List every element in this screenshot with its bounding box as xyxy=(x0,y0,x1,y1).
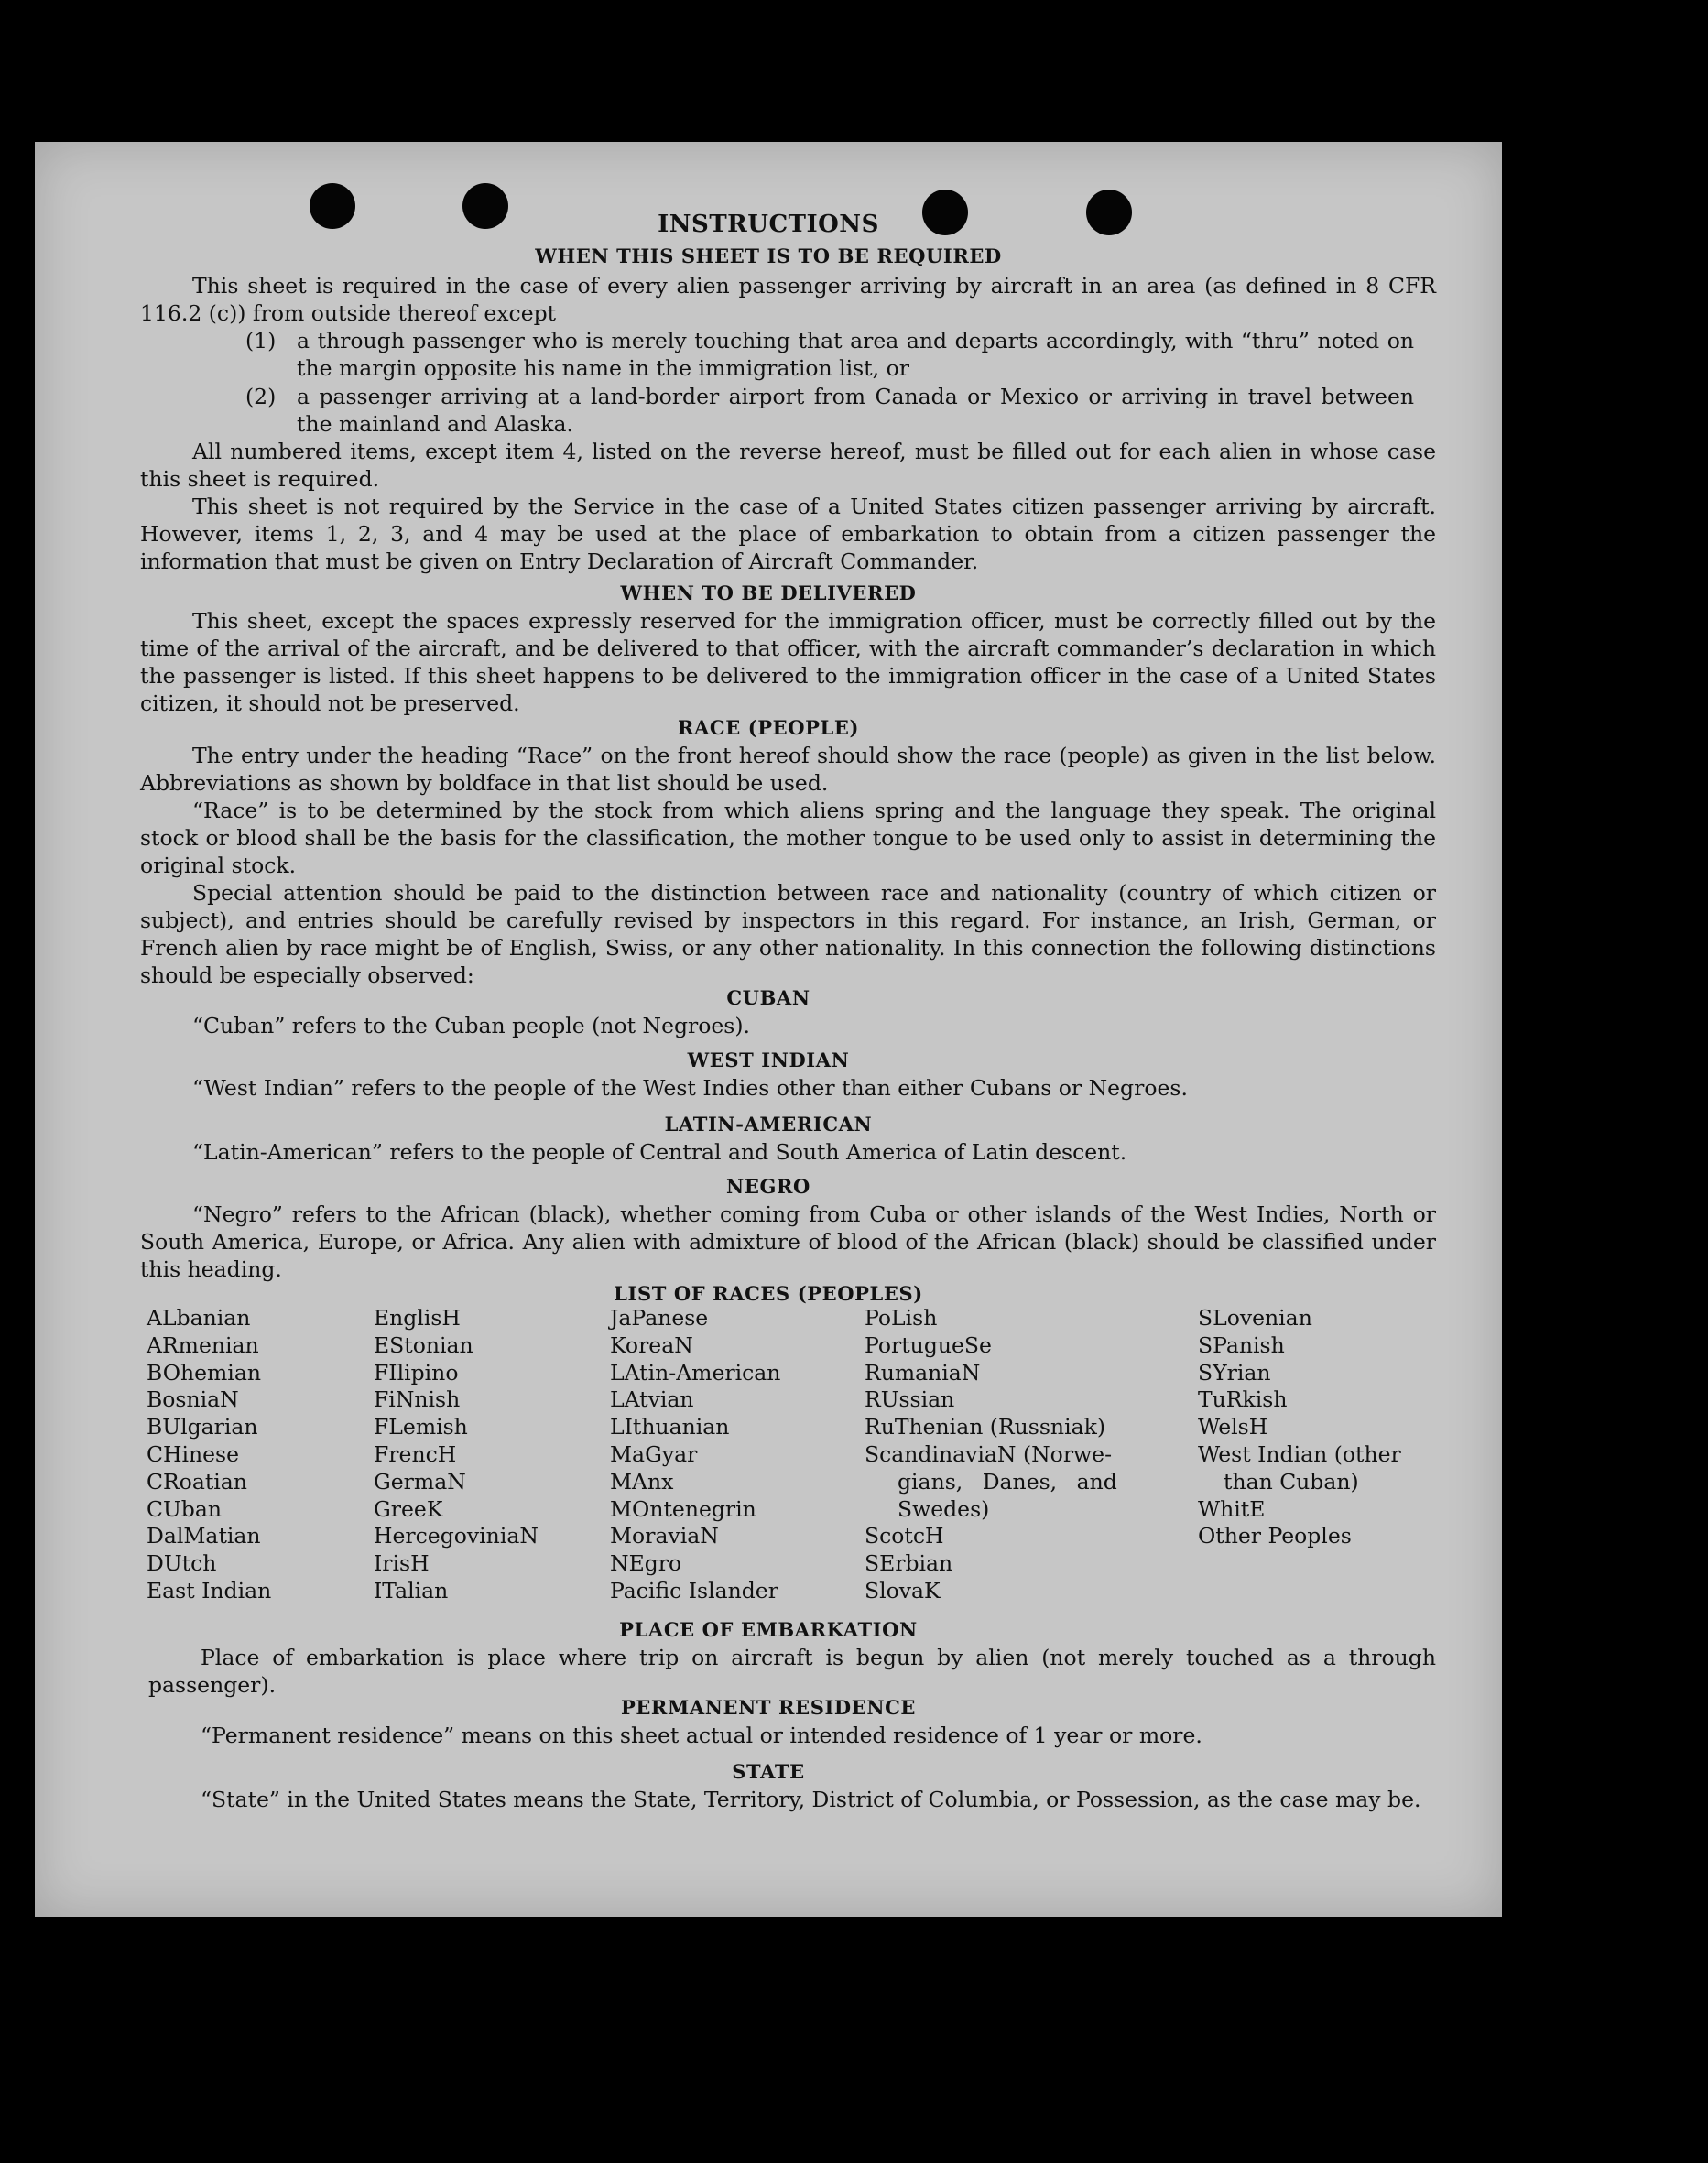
race-entry: RumaniaN xyxy=(865,1359,981,1386)
race-entry: MoraviaN xyxy=(610,1523,719,1549)
document-sheet xyxy=(35,142,1502,1917)
heading-list-of-races: LIST OF RACES (PEOPLES) xyxy=(614,1282,923,1305)
race-entry: BosniaN xyxy=(147,1386,239,1413)
race-entry: DUtch xyxy=(147,1550,217,1577)
heading-embarkation: PLACE OF EMBARKATION xyxy=(619,1618,918,1641)
item-number: (2) xyxy=(245,384,277,409)
para-race-2: “Race” is to be determined by the stock from which aliens spring and the language they speak. The original stock or blood shall be the basis for the classification, the mother tongue to be used only to assist in determining the original stock. xyxy=(140,798,1436,878)
race-entry: GreeK xyxy=(374,1495,443,1522)
race-entry: IrisH xyxy=(374,1550,430,1577)
race-entry: JaPanese xyxy=(610,1305,709,1331)
race-entry: FrencH xyxy=(374,1440,457,1467)
heading-when-required: WHEN THIS SHEET IS TO BE REQUIRED xyxy=(535,245,1002,267)
race-entry: BOhemian xyxy=(147,1359,261,1386)
race-entry: Other Peoples xyxy=(1198,1523,1352,1549)
para-race-3: Special attention should be paid to the distinction between race and nationality (country of which citizen or subject), and entries should be carefully revised by inspectors in this regard. For instance, an Irish, German, or French alien by race might be of English, Swiss, or any other nationality. In this connection the following distinctions should be especially observed: xyxy=(140,880,1436,988)
para-negro: “Negro” refers to the African (black), whether coming from Cuba or other islands of the West Indies, North or South America, Europe, or Africa. Any alien with admixture of blood of the African (black) should be classified under this heading. xyxy=(140,1201,1436,1282)
para-numbered-items: All numbered items, except item 4, listed on the reverse hereof, must be filled out for each alien in whose case this sheet is required. xyxy=(140,439,1436,492)
race-entry: TuRkish xyxy=(1198,1386,1288,1413)
race-entry: ScotcH xyxy=(865,1523,944,1549)
race-entry: WelsH xyxy=(1198,1414,1268,1440)
race-entry: RUssian xyxy=(865,1386,955,1413)
race-entry: Pacific Islander xyxy=(610,1577,778,1603)
item-text: a through passenger who is merely touching that area and departs accordingly, with “thru” noted on the margin opposite his name in the immigration list, or xyxy=(297,328,1414,381)
para-state: “State” in the United States means the State, Territory, District of Columbia, or Possession, as the case may be. xyxy=(201,1787,1421,1812)
race-entry: ALbanian xyxy=(147,1305,251,1331)
race-entry: SLovenian xyxy=(1198,1305,1312,1331)
document-title: INSTRUCTIONS xyxy=(658,211,879,238)
race-entry: SErbian xyxy=(865,1550,953,1577)
para-latin-american: “Latin-American” refers to the people of Central and South America of Latin descent. xyxy=(192,1139,1127,1165)
race-entry: WhitE xyxy=(1198,1495,1266,1522)
heading-state: STATE xyxy=(732,1760,805,1783)
para-embarkation: Place of embarkation is place where trip on aircraft is begun by alien (not merely touched as a through passenger). xyxy=(148,1645,1436,1698)
race-entry: MAnx xyxy=(610,1468,674,1495)
race-list-column-2 xyxy=(374,1305,539,1605)
heading-when-delivered: WHEN TO BE DELIVERED xyxy=(620,582,917,604)
race-entry: ITalian xyxy=(374,1577,449,1603)
race-entry: MOntenegrin xyxy=(610,1495,756,1522)
race-entry: SlovaK xyxy=(865,1577,941,1603)
heading-negro: NEGRO xyxy=(726,1175,810,1198)
race-entry: CUban xyxy=(147,1495,222,1522)
heading-permanent-residence: PERMANENT RESIDENCE xyxy=(620,1696,917,1719)
race-entry: SPanish xyxy=(1198,1331,1285,1358)
race-entry: CRoatian xyxy=(147,1468,247,1495)
heading-west-indian: WEST INDIAN xyxy=(687,1049,850,1071)
race-entry: ScandinaviaN (Norwe- xyxy=(865,1440,1113,1467)
race-entry: than Cuban) xyxy=(1224,1468,1359,1495)
item-number: (1) xyxy=(245,328,277,353)
race-entry: FLemish xyxy=(374,1414,468,1440)
race-entry: CHinese xyxy=(147,1440,239,1467)
race-entry: PortugueSe xyxy=(865,1331,992,1358)
race-entry: HercegoviniaN xyxy=(374,1523,539,1549)
race-entry: BUlgarian xyxy=(147,1414,258,1440)
para-west-indian: “West Indian” refers to the people of the West Indies other than either Cubans or Negroes. xyxy=(192,1075,1188,1101)
race-entry: PoLish xyxy=(865,1305,938,1331)
heading-race: RACE (PEOPLE) xyxy=(677,716,860,739)
heading-cuban: CUBAN xyxy=(726,986,810,1009)
para-cuban: “Cuban” refers to the Cuban people (not Negroes). xyxy=(192,1013,751,1038)
race-entry: East Indian xyxy=(147,1577,272,1603)
race-entry: Swedes) xyxy=(898,1495,990,1522)
para-permanent-residence: “Permanent residence” means on this sheet actual or intended residence of 1 year or more. xyxy=(201,1723,1202,1748)
para-citizen: This sheet is not required by the Service in the case of a United States citizen passenger arriving by aircraft. However, items 1, 2, 3, and 4 may be used at the place of embarkation to obtain from a citizen passenger the information that must be given on Entry Declaration of Aircraft Commander. xyxy=(140,494,1436,574)
race-entry: FIlipino xyxy=(374,1359,459,1386)
race-entry: GermaN xyxy=(374,1468,466,1495)
race-entry: NEgro xyxy=(610,1550,682,1577)
heading-latin-american: LATIN-AMERICAN xyxy=(664,1113,873,1136)
race-entry: EStonian xyxy=(374,1331,473,1358)
para-delivered: This sheet, except the spaces expressly reserved for the immigration officer, must be correctly filled out by the time of the arrival of the aircraft, and be delivered to that officer, with the aircraft commander’s declaration in which the passenger is listed. If this sheet happens to be delivered to the immigration officer in the case of a United States citizen, it should not be preserved. xyxy=(140,608,1436,716)
race-list-column-1 xyxy=(147,1305,271,1605)
race-entry: FiNnish xyxy=(374,1386,461,1413)
race-entry: RuThenian (Russniak) xyxy=(865,1414,1105,1440)
race-list-column-3 xyxy=(610,1305,780,1605)
race-list-column-5 xyxy=(1198,1305,1401,1550)
race-entry: KoreaN xyxy=(610,1331,693,1358)
para-race-1: The entry under the heading “Race” on the front hereof should show the race (people) as given in the list below. Abbreviations as shown by boldface in that list should be used. xyxy=(140,743,1436,796)
para-required: This sheet is required in the case of every alien passenger arriving by aircraft in an area (as defined in 8 CFR 116.2 (c)) from outside thereof except xyxy=(140,273,1436,326)
race-entry: DalMatian xyxy=(147,1523,261,1549)
race-entry: LIthuanian xyxy=(610,1414,730,1440)
race-list-column-4 xyxy=(865,1305,1117,1605)
race-entry: West Indian (other xyxy=(1198,1440,1401,1467)
race-entry: LAtin-American xyxy=(610,1359,781,1386)
race-entry: EnglisH xyxy=(374,1305,461,1331)
race-entry: LAtvian xyxy=(610,1386,694,1413)
race-entry: SYrian xyxy=(1198,1359,1271,1386)
race-entry: ARmenian xyxy=(147,1331,259,1358)
race-entry: MaGyar xyxy=(610,1440,698,1467)
item-text: a passenger arriving at a land-border airport from Canada or Mexico or arriving in travel between the mainland and Alaska. xyxy=(297,384,1414,437)
race-entry: gians, Danes, and xyxy=(898,1468,1117,1495)
